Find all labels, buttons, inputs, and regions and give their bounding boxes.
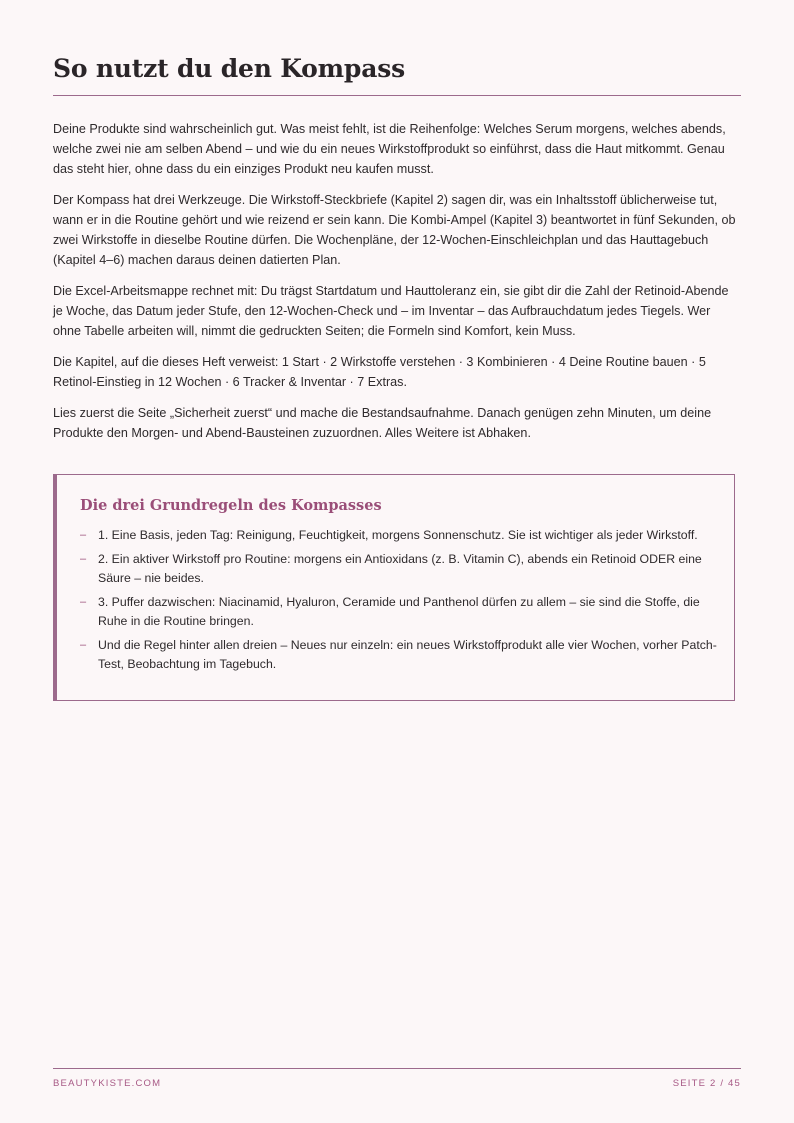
page-title: So nutzt du den Kompass [53,54,405,83]
rule-item [80,636,720,675]
rules-list [80,526,720,679]
dash-bullet-icon: – [80,552,87,565]
paragraph-excel: Die Excel-Arbeitsmappe rechnet mit: Du trägst Startdatum und Hauttoleranz ein, sie gibt dir die Zahl der Retinoid-Abende je Woche, das Datum jeder Stufe, den 12-Wochen-Check und – im Inventar – das Aufbrauchdatum jedes Tiegels. Wer ohne Tabelle arbeiten will, nimmt die gedruckten Seiten; die Formeln sind Komfort, kein Muss. [53,284,729,338]
paragraph-chapters: Die Kapitel, auf die dieses Heft verweist: 1 Start · 2 Wirkstoffe verstehen · 3 Kombinieren · 4 Deine Routine bauen · 5 Retinol-Einstieg in 12 Wochen · 6 Tracker & Inventar · 7 Extras. [53,355,706,389]
page-number: SEITE 2 / 45 [672,1078,741,1089]
rule-item [80,550,720,589]
rule-text: Und die Regel hinter allen dreien – Neues nur einzeln: ein neues Wirkstoffprodukt alle vier Wochen, vorher Patch-Test, Beobachtung im Tagebuch. [98,637,717,671]
body-text [53,119,741,454]
rule-item [80,526,720,546]
rule-item [80,593,720,632]
title-divider [53,95,741,96]
rules-callout-box [53,474,735,701]
paragraph-next-steps: Lies zuerst die Seite „Sicherheit zuerst“ und mache die Bestandsaufnahme. Danach genügen zehn Minuten, um deine Produkte den Morgen- und Abend-Bausteinen zuzuordnen. Alles Weitere ist Abhaken. [53,406,712,440]
dash-bullet-icon: – [80,638,87,651]
dash-bullet-icon: – [80,529,87,541]
rule-text: 1. Eine Basis, jeden Tag: Reinigung, Feuchtigkeit, morgens Sonnenschutz. Sie ist wichtiger als jeder Wirkstoff. [98,528,698,542]
paragraph-intro: Deine Produkte sind wahrscheinlich gut. Was meist fehlt, ist die Reihenfolge: Welches Serum morgens, welches abends, welche zwei nie am selben Abend – und wie du ein neues Wirkstoffprodukt so einführst, dass die Haut mitkommt. Genau das steht hier, ohne dass du ein einziges Produkt neu kaufen musst. [53,122,726,176]
paragraph-tools: Der Kompass hat drei Werkzeuge. Die Wirkstoff-Steckbriefe (Kapitel 2) sagen dir, was ein Inhaltsstoff üblicherweise tut, wann er in die Routine gehört und wie reizend er sein kann. Die Kombi-Ampel (Kapitel 3) beantwortet in fünf Sekunden, ob zwei Wirkstoffe in dieselbe Routine dürfen. Die Wochenpläne, der 12-Wochen-Einschleichplan und das Hauttagebuch (Kapitel 4–6) machen daraus deinen datierten Plan. [53,193,736,267]
footer-divider [53,1068,741,1069]
callout-title: Die drei Grundregeln des Kompasses [80,497,382,514]
rule-text: 2. Ein aktiver Wirkstoff pro Routine: morgens ein Antioxidans (z. B. Vitamin C), abends ein Retinoid ODER eine Säure – nie beides. [98,551,702,585]
rule-text: 3. Puffer dazwischen: Niacinamid, Hyaluron, Ceramide und Panthenol dürfen zu allem – sie sind die Stoffe, die Ruhe in die Routine bringen. [98,594,700,628]
dash-bullet-icon: – [80,595,87,608]
footer-site-link[interactable]: BEAUTYKISTE.COM [53,1078,162,1089]
document-page [53,0,741,1123]
